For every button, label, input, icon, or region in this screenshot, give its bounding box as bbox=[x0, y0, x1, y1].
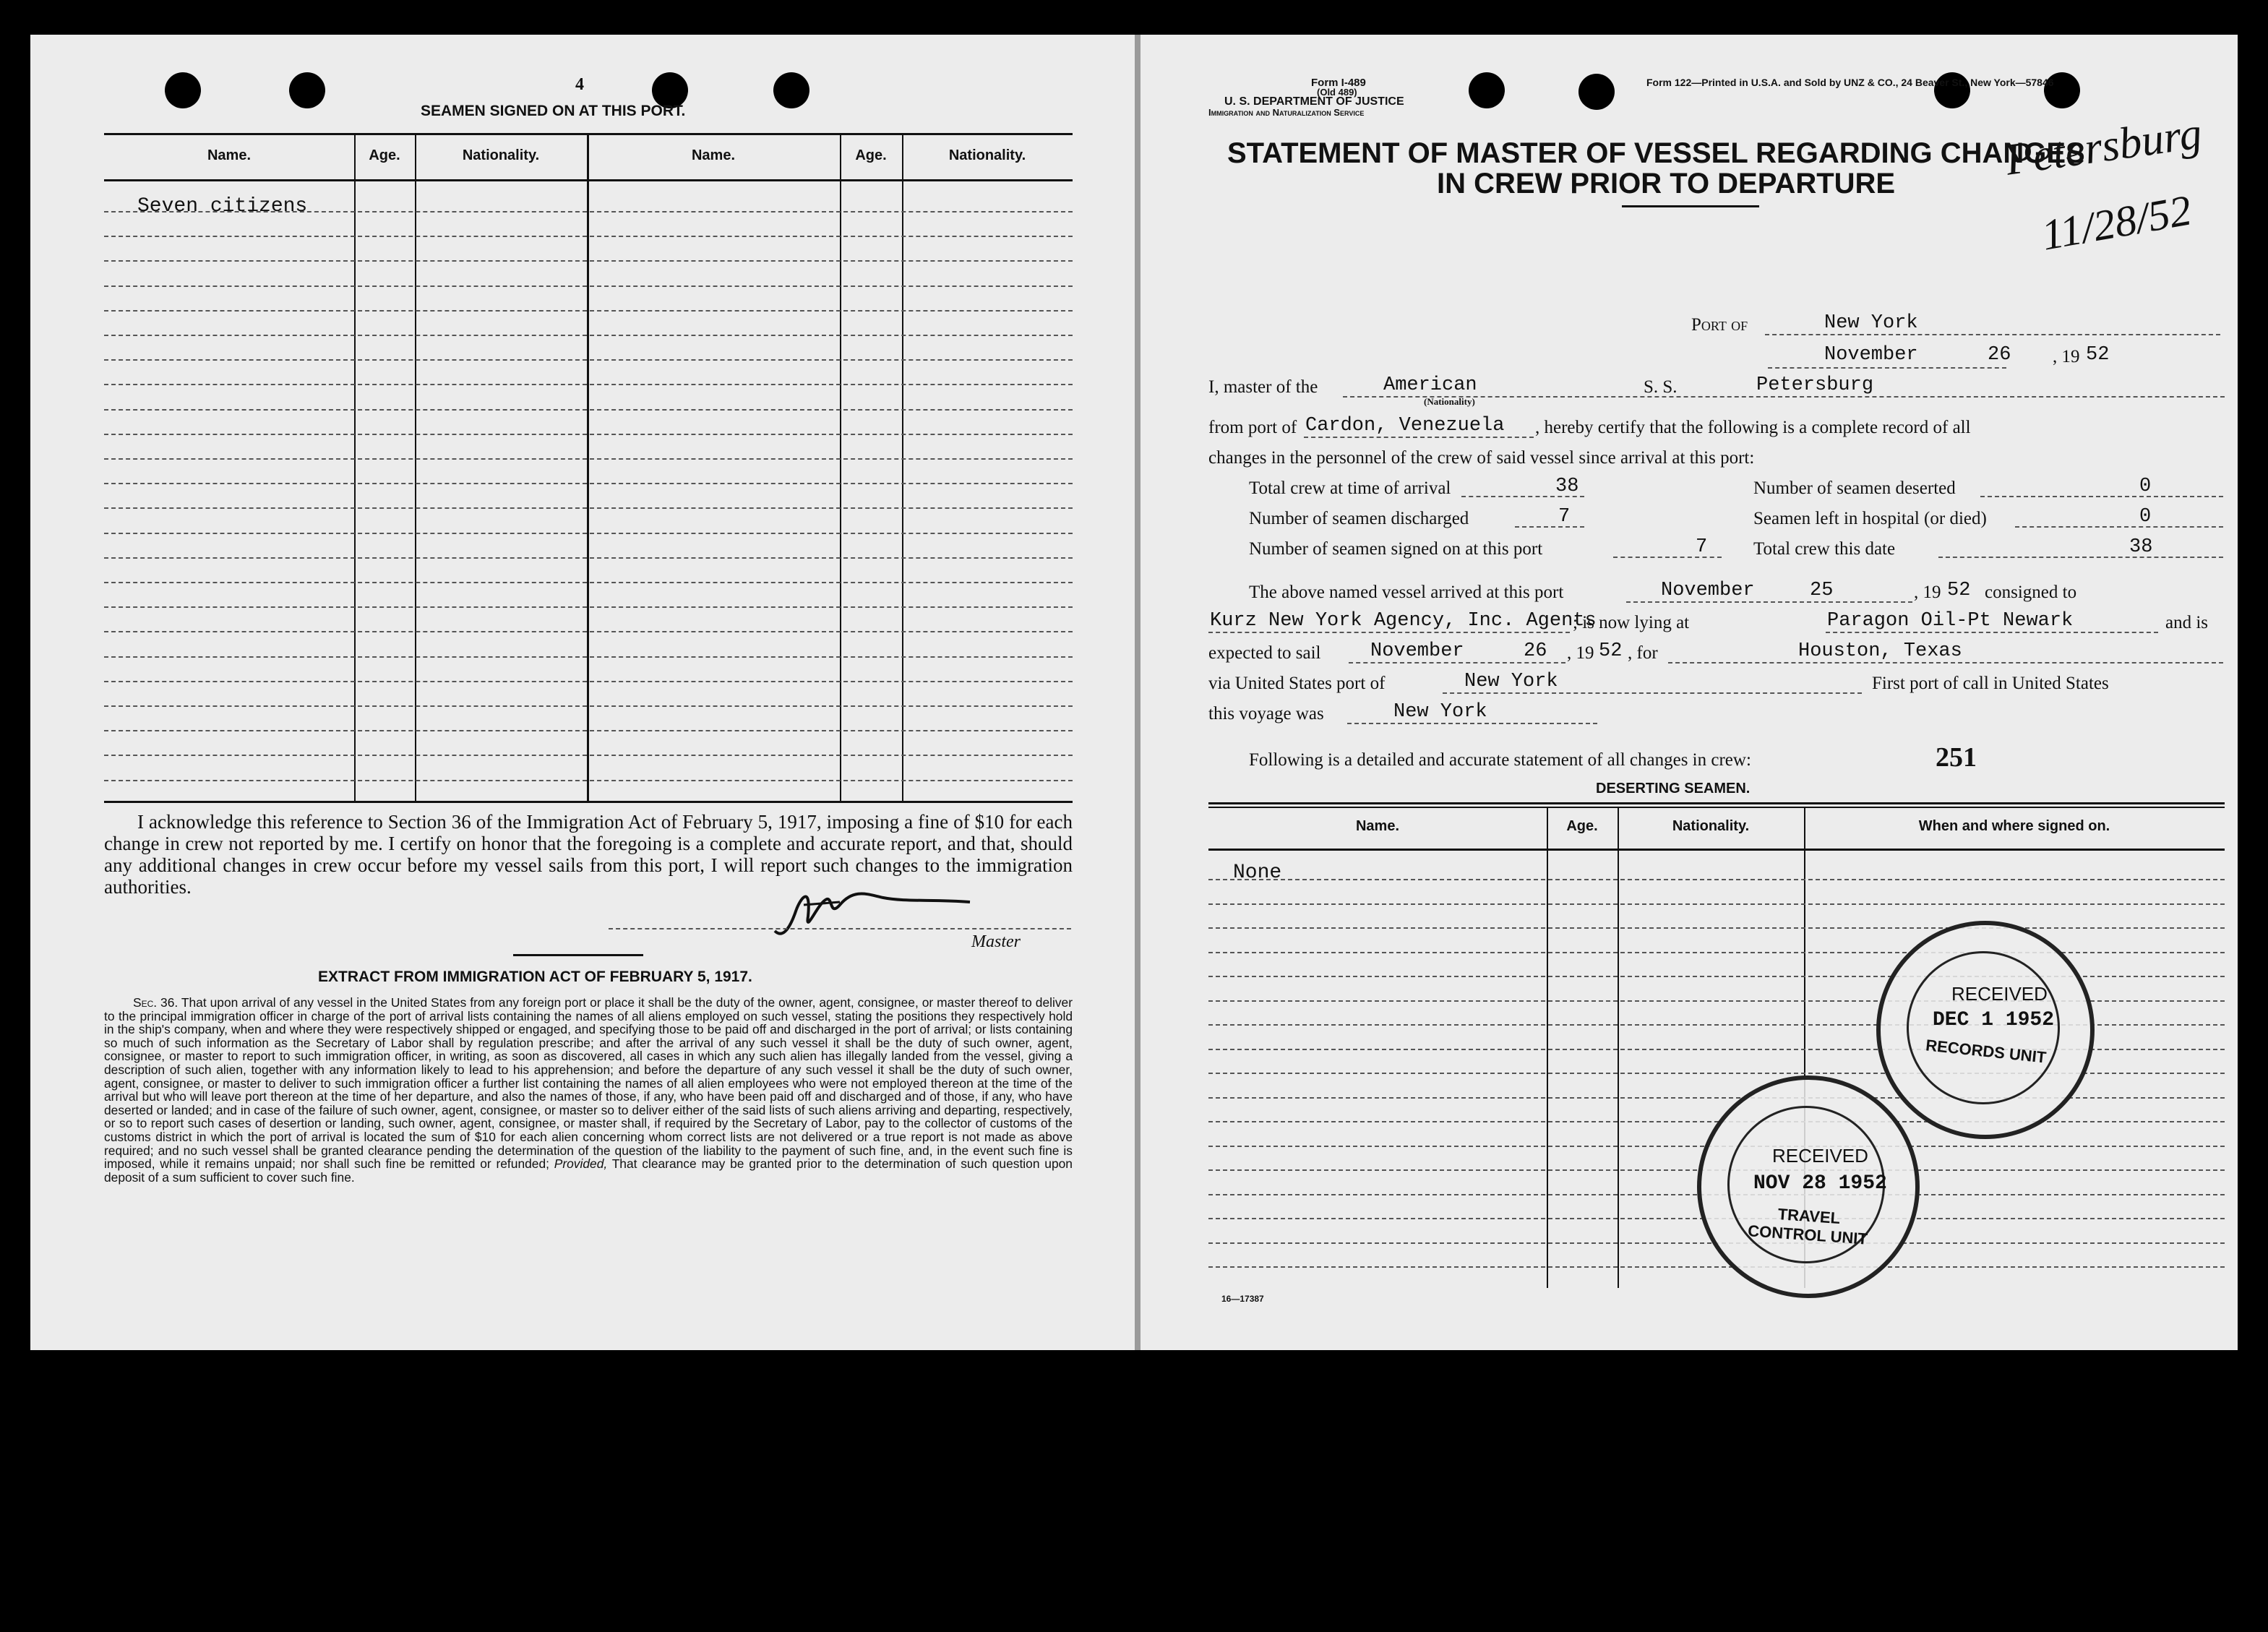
date-month: November bbox=[1824, 344, 1918, 366]
column-header: Nationality. bbox=[948, 147, 1026, 163]
for-label: , for bbox=[1628, 643, 1658, 663]
punch-hole bbox=[1469, 72, 1505, 108]
table-row bbox=[1208, 879, 2225, 880]
deserting-title: DESERTING SEAMEN. bbox=[1596, 781, 1751, 796]
table-row bbox=[104, 409, 1073, 411]
table-row bbox=[104, 656, 1073, 658]
column-header: Nationality. bbox=[1672, 818, 1750, 834]
stat-value: 38 bbox=[1555, 476, 1579, 497]
nationality-caption: (Nationality) bbox=[1424, 396, 1475, 407]
table-row bbox=[104, 260, 1073, 262]
via-value: New York bbox=[1464, 671, 1558, 692]
stat-label: Seamen left in hospital (or died) bbox=[1753, 509, 1987, 528]
date-year-prefix: , 19 bbox=[2053, 347, 2080, 366]
punch-hole bbox=[289, 72, 325, 108]
department: U. S. DEPARTMENT OF JUSTICE bbox=[1224, 95, 1404, 108]
table-row bbox=[104, 755, 1073, 756]
table-cell-name: None bbox=[1233, 862, 1282, 884]
column-header: When and where signed on. bbox=[1918, 818, 2110, 834]
punch-hole bbox=[773, 72, 809, 108]
travel-control-stamp bbox=[1697, 1075, 1920, 1298]
handwritten-date: 11/28/52 bbox=[2037, 186, 2195, 259]
table-row bbox=[104, 606, 1073, 608]
table-row bbox=[1208, 903, 2225, 905]
certify-text: , hereby certify that the following is a complete record of all bbox=[1535, 418, 1971, 437]
table-row bbox=[104, 582, 1073, 583]
arrived-year: 52 bbox=[1947, 580, 1971, 601]
extract-body: That upon arrival of any vessel in the United States from any foreign port or place it shall be the duty of the owner, agent, consignee, or master thereof to deliver to the principal immigration officer in charge of the port of arrival lists containing the names of all aliens employed on such vessel, stating the positions they respectively hold in the ship's company, when and where they were respectively shipped or engaged, and specifying those to be paid off and discharged in the port of arrival; or lists containing so much of such information as the Secretary of Labor shall by regulation prescribe; and after the arrival of any such vessel it shall be the duty of such owner, agent, consignee, or master to report to such immigration officer, in writing, as soon as discovered, all cases in which any such alien has illegally landed from the vessel, giving a description of such alien, together with any information likely to lead to his apprehension; and before the departure of any such vessel it shall be the duty of such owner, agent, consignee, or master to deliver to such immigration officer a further list containing the names of all alien employees who were not employed thereon at the time of the arrival but who will leave port thereon at the time of her departure, and also the names of those, if any, who have been paid off and discharged and of those, if any, who have deserted or landed; and in case of the failure of such owner, agent, consignee, or master so to deliver either of the said lists of such aliens arriving and departing, respectively, or so to report such cases of desertion or landing, such owner, agent, consignee, or master shall, if required by the Secretary of Labor, pay to the collector of customs of the customs district in which the port of arrival is located the sum of $10 for each alien concerning whom correct lists are not delivered or a true report is not made as above required; and no such vessel shall be granted clearance pending the determination of the question of the liability to the payment of such fine, and, in the event such fine is imposed, while it remains unpaid; nor shall such fine be remitted or refunded; bbox=[104, 995, 1073, 1172]
form-old-number: (Old 489) bbox=[1317, 87, 1357, 98]
left-page bbox=[30, 35, 1135, 1350]
table-row bbox=[104, 335, 1073, 336]
table-cell-name: Seven citizens bbox=[137, 195, 308, 218]
arrived-month: November bbox=[1661, 580, 1755, 601]
sail-label: expected to sail bbox=[1208, 643, 1321, 663]
table-row bbox=[104, 384, 1073, 385]
table-row bbox=[104, 780, 1073, 781]
table-row bbox=[104, 705, 1073, 707]
stat-label: Total crew at time of arrival bbox=[1249, 478, 1451, 498]
table-row bbox=[104, 310, 1073, 312]
table-row bbox=[104, 483, 1073, 484]
extract-lead: Sec. 36. bbox=[133, 995, 179, 1010]
ss-label: S. S. bbox=[1644, 377, 1678, 397]
stamp-unit: TRAVEL CONTROL UNIT bbox=[1747, 1205, 1868, 1248]
port-label: Port of bbox=[1691, 315, 1748, 335]
date-year: 52 bbox=[2086, 344, 2110, 366]
table-row bbox=[104, 285, 1073, 287]
table-row bbox=[1208, 1097, 2225, 1099]
following-text: Following is a detailed and accurate statement of all changes in crew: bbox=[1249, 750, 1751, 770]
stat-value: 38 bbox=[2129, 536, 2153, 558]
lying-value: Paragon Oil-Pt Newark bbox=[1827, 610, 2074, 632]
stat-label: Number of seamen discharged bbox=[1249, 509, 1469, 528]
changes-text: changes in the personnel of the crew of said vessel since arrival at this port: bbox=[1208, 448, 1755, 468]
form-title-line1: STATEMENT OF MASTER OF VESSEL REGARDING CHANGES bbox=[1227, 137, 2085, 169]
column-header: Nationality. bbox=[462, 147, 540, 163]
stamp-status: RECEIVED bbox=[1951, 983, 2048, 1005]
table-row bbox=[104, 533, 1073, 534]
arrived-day: 25 bbox=[1810, 580, 1834, 601]
table-row bbox=[1208, 952, 2225, 953]
handwritten-number: 251 bbox=[1936, 742, 1977, 773]
table-row bbox=[104, 507, 1073, 509]
stat-label: Total crew this date bbox=[1753, 539, 1896, 559]
vessel-name: Petersburg bbox=[1756, 374, 1874, 396]
handwritten-vessel: Petersburg bbox=[2002, 108, 2205, 185]
first-port-label: First port of call in United States bbox=[1872, 674, 2109, 693]
agent-value: Kurz New York Agency, Inc. Agents bbox=[1210, 610, 1597, 632]
column-header: Age. bbox=[855, 147, 887, 163]
signed-on-title: SEAMEN SIGNED ON AT THIS PORT. bbox=[421, 103, 686, 119]
column-header: Name. bbox=[1355, 818, 1400, 834]
voyage-value: New York bbox=[1393, 701, 1487, 723]
column-header: Name. bbox=[207, 147, 252, 163]
sail-month: November bbox=[1370, 640, 1464, 662]
stat-value: 0 bbox=[2139, 506, 2152, 528]
table-row bbox=[104, 631, 1073, 632]
table-row bbox=[104, 681, 1073, 682]
extract-provided: Provided, bbox=[554, 1156, 608, 1172]
master-signature bbox=[760, 873, 977, 945]
stamp-unit: RECORDS UNIT bbox=[1925, 1036, 2048, 1067]
extract-text bbox=[104, 996, 1073, 1184]
printer-note: Form 122—Printed in U.S.A. and Sold by UNZ & CO., 24 Beaver St., New York—57846 bbox=[1646, 77, 2054, 88]
lying-label: ; is now lying at bbox=[1573, 613, 1690, 632]
from-port-label: from port of bbox=[1208, 418, 1297, 437]
form-number: Form I-489 bbox=[1311, 77, 1366, 89]
table-row bbox=[1208, 1266, 2225, 1268]
stat-value: 7 bbox=[1696, 536, 1708, 558]
stat-label: Number of seamen signed on at this port bbox=[1249, 539, 1543, 559]
arrived-label: The above named vessel arrived at this port bbox=[1249, 583, 1564, 602]
and-is-label: and is bbox=[2165, 613, 2209, 632]
extract-end: That clearance may be granted prior to the determination of such question upon deposit of a sum sufficient to cover such fine. bbox=[104, 1156, 1073, 1185]
stamp-date: DEC 1 1952 bbox=[1933, 1009, 2055, 1031]
service: Immigration and Naturalization Service bbox=[1208, 107, 1365, 118]
column-header: Name. bbox=[691, 147, 736, 163]
stamp-status: RECEIVED bbox=[1772, 1145, 1868, 1167]
page-gutter bbox=[1135, 35, 1141, 1350]
stat-value: 7 bbox=[1558, 506, 1571, 528]
form-title-line2: IN CREW PRIOR TO DEPARTURE bbox=[1437, 168, 1896, 199]
nationality-value: American bbox=[1383, 374, 1477, 396]
page-number: 4 bbox=[575, 75, 584, 94]
sail-day: 26 bbox=[1524, 640, 1547, 662]
for-value: Houston, Texas bbox=[1798, 640, 1962, 662]
sail-year: 52 bbox=[1599, 640, 1623, 662]
stat-value: 0 bbox=[2139, 476, 2152, 497]
table-row bbox=[104, 730, 1073, 731]
table-row bbox=[104, 557, 1073, 559]
table-row bbox=[104, 359, 1073, 361]
table-row bbox=[104, 236, 1073, 237]
consigned-label: consigned to bbox=[1985, 583, 2077, 602]
from-port-value: Cardon, Venezuela bbox=[1305, 415, 1505, 437]
stat-label: Number of seamen deserted bbox=[1753, 478, 1956, 498]
footer-code: 16—17387 bbox=[1221, 1294, 1264, 1304]
column-header: Age. bbox=[369, 147, 400, 163]
records-unit-stamp bbox=[1876, 921, 2095, 1139]
stamp-date: NOV 28 1952 bbox=[1753, 1172, 1887, 1195]
extract-title: EXTRACT FROM IMMIGRATION ACT OF FEBRUARY 5, 1917. bbox=[318, 969, 752, 985]
right-page: Form I-489 (Old 489) U. S. DEPARTMENT OF JUSTICE Immigration and Naturalization Service Form 122—Printed in U.S.A. and Sold by UNZ & CO., 24 Beaver St., New York—57846 Petersburg 11/28/52 STATEMENT OF MASTER OF VESSEL REGARDING CHANGES IN CREW PRIOR TO DEPARTURE Port of New York November 26 , 19 52 I, master of the American (Nationality) S. S. Petersburg from port of Cardon, Venezuela , hereby certify that the following is a complete record of all changes in the personnel of the crew of said vessel since arrival at this port: Total crew at time of arrival 38 Number of seamen discharged 7 Number of seamen signed on at this port 7 Number of seamen deserted 0 Seamen left in hospital (or died) 0 Total crew this date 38 The above named vessel arrived at this port November 25 , 19 52 consigned to Kurz New York Agency, Inc. Agents ; is now lying at Paragon Oil-Pt Newark and is expected to sail November 26 , 19 52 , for Houston, Texas via United States port of New York First port of call in United States this voyage was New York Following is a detailed and accurate statement of all changes in crew: 251 DESERTING SEAMEN. Name. Age. Nationality. When and where signed on. None 16—17387 RECEIVED DEC 1 1952 RECORDS UNIT RECEIVED NOV 28 1952 TRAVEL CONTROL UNIT bbox=[1141, 35, 2238, 1350]
voyage-label: this voyage was bbox=[1208, 704, 1324, 723]
table-row bbox=[104, 434, 1073, 435]
date-day: 26 bbox=[1988, 344, 2011, 366]
table-row bbox=[104, 458, 1073, 460]
punch-hole bbox=[1578, 74, 1615, 110]
via-label: via United States port of bbox=[1208, 674, 1386, 693]
port-value: New York bbox=[1824, 312, 1918, 334]
column-header: Age. bbox=[1566, 818, 1598, 834]
master-prefix: I, master of the bbox=[1208, 377, 1318, 397]
table-row bbox=[1208, 927, 2225, 929]
punch-hole bbox=[165, 72, 201, 108]
acknowledgement-text: I acknowledge this reference to Section 36 of the Immigration Act of February 5, 1917, imposing a fine of $10 for each change in crew not reported by me. I certify on honor that the foregoing is a complete and accurate report, and that, should any additional changes in crew occur before my vessel sails from this port, I will report such changes to the immigration authorities. bbox=[104, 811, 1073, 898]
master-label: Master bbox=[971, 932, 1021, 951]
